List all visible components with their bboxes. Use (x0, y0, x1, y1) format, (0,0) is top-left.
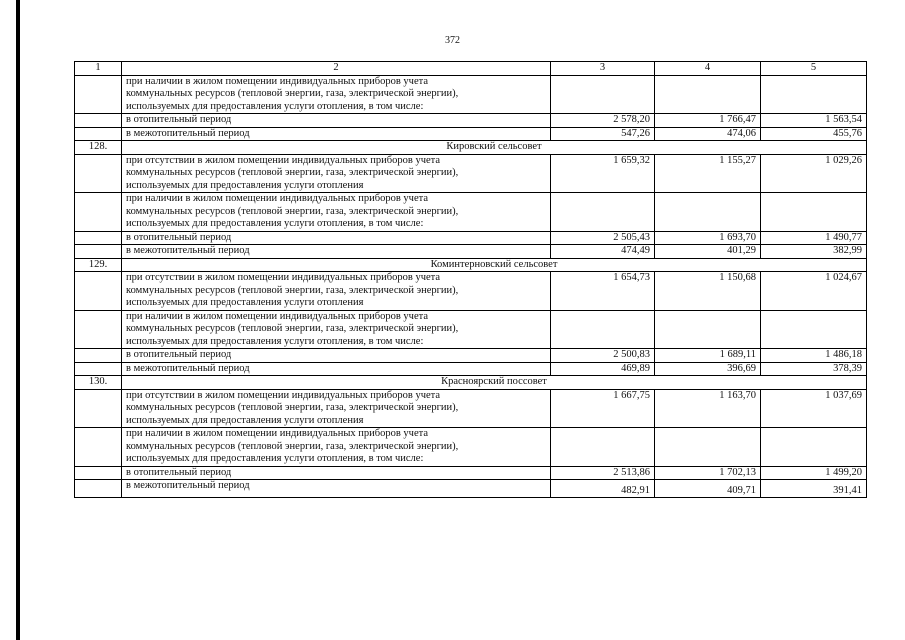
num-cell (75, 231, 122, 245)
value-cell: 1 689,11 (655, 349, 761, 363)
num-cell (75, 154, 122, 193)
value-cell: 1 150,68 (655, 272, 761, 311)
table-row (75, 362, 867, 376)
num-cell (75, 389, 122, 428)
section-name: Коминтерновский сельсовет (122, 258, 867, 272)
value-cell: 1 499,20 (761, 466, 867, 480)
table-row (75, 349, 867, 363)
num-cell (75, 480, 122, 498)
period-label: в отопительный период (122, 466, 551, 480)
section-name: Красноярский поссовет (122, 376, 867, 390)
value-cell: 547,26 (551, 127, 655, 141)
period-label: в отопительный период (122, 114, 551, 128)
description-line: используемых для предоставления услуги отопления, в том числе: (126, 100, 424, 112)
header-cell: 2 (122, 62, 551, 76)
value-cell: 1 702,13 (655, 466, 761, 480)
description-line: при наличии в жилом помещении индивидуальных приборов учета (126, 75, 428, 87)
value-cell: 1 029,26 (761, 154, 867, 193)
period-label: в межотопительный период (122, 480, 551, 498)
value-cell: 1 766,47 (655, 114, 761, 128)
section-name: Кировский сельсовет (122, 141, 867, 155)
description-line: при отсутствии в жилом помещении индивидуальных приборов учета (126, 272, 441, 283)
header-cell: 1 (75, 62, 122, 76)
section-number: 130. (75, 376, 122, 390)
value-cell (551, 310, 655, 349)
value-cell: 1 490,77 (761, 231, 867, 245)
table-row (75, 127, 867, 141)
value-cell: 474,06 (655, 127, 761, 141)
header-cell: 4 (655, 62, 761, 76)
description-line: коммунальных ресурсов (тепловой энергии, газа, электрической энергии), (126, 440, 459, 452)
table-row (75, 245, 867, 259)
table-row (75, 466, 867, 480)
num-cell (75, 272, 122, 311)
value-cell (655, 75, 761, 114)
value-cell: 1 654,73 (551, 272, 655, 311)
table-row (75, 428, 867, 467)
table-header-row (75, 62, 867, 76)
value-cell: 1 163,70 (655, 389, 761, 428)
value-cell (761, 310, 867, 349)
value-cell: 401,29 (655, 245, 761, 259)
period-label: в отопительный период (122, 231, 551, 245)
value-cell: 409,71 (655, 480, 761, 498)
table-row (75, 114, 867, 128)
description-line: коммунальных ресурсов (тепловой энергии, газа, электрической энергии), (126, 167, 459, 178)
description-line: используемых для предоставления услуги отопления, в том числе: (126, 335, 424, 347)
value-cell: 2 578,20 (551, 114, 655, 128)
description-line: коммунальных ресурсов (тепловой энергии, газа, электрической энергии), (126, 402, 459, 413)
description-line: коммунальных ресурсов (тепловой энергии, газа, электрической энергии), (126, 205, 459, 217)
value-cell: 474,49 (551, 245, 655, 259)
description-line: используемых для предоставления услуги отопления (126, 297, 364, 308)
num-cell (75, 362, 122, 376)
num-cell (75, 310, 122, 349)
num-cell (75, 466, 122, 480)
description-line: при наличии в жилом помещении индивидуальных приборов учета (126, 428, 428, 439)
value-cell (655, 428, 761, 467)
description-line: используемых для предоставления услуги отопления, в том числе: (126, 218, 424, 229)
table-row (75, 154, 867, 193)
description-cell (122, 310, 551, 349)
header-cell: 3 (551, 62, 655, 76)
description-line: при наличии в жилом помещении индивидуальных приборов учета (126, 310, 428, 322)
value-cell: 391,41 (761, 480, 867, 498)
section-number: 129. (75, 258, 122, 272)
num-cell (75, 193, 122, 232)
value-cell: 2 500,83 (551, 349, 655, 363)
value-cell: 382,99 (761, 245, 867, 259)
num-cell (75, 114, 122, 128)
description-cell (122, 154, 551, 193)
value-cell: 1 667,75 (551, 389, 655, 428)
value-cell: 378,39 (761, 362, 867, 376)
table-row (75, 231, 867, 245)
tariff-table (74, 61, 867, 498)
section-header-row (75, 376, 867, 390)
description-line: при наличии в жилом помещении индивидуальных приборов учета (126, 193, 428, 204)
value-cell: 469,89 (551, 362, 655, 376)
num-cell (75, 349, 122, 363)
num-cell (75, 428, 122, 467)
description-line: коммунальных ресурсов (тепловой энергии, газа, электрической энергии), (126, 323, 459, 334)
value-cell: 482,91 (551, 480, 655, 498)
table-row (75, 272, 867, 311)
header-cell: 5 (761, 62, 867, 76)
num-cell (75, 245, 122, 259)
period-label: в межотопительный период (122, 245, 551, 259)
table-row (75, 75, 867, 114)
value-cell: 1 155,27 (655, 154, 761, 193)
description-cell (122, 75, 551, 114)
value-cell: 1 037,69 (761, 389, 867, 428)
section-header-row (75, 258, 867, 272)
value-cell: 1 486,18 (761, 349, 867, 363)
value-cell: 2 513,86 (551, 466, 655, 480)
value-cell (551, 193, 655, 232)
description-line: коммунальных ресурсов (тепловой энергии, газа, электрической энергии), (126, 284, 459, 296)
description-line: при отсутствии в жилом помещении индивидуальных приборов учета (126, 154, 441, 166)
period-label: в межотопительный период (122, 362, 551, 376)
value-cell: 1 024,67 (761, 272, 867, 311)
page-number: 372 (445, 35, 460, 46)
value-cell (761, 75, 867, 114)
description-line: используемых для предоставления услуги отопления, в том числе: (126, 453, 424, 464)
table-row (75, 193, 867, 232)
value-cell: 1 693,70 (655, 231, 761, 245)
value-cell: 396,69 (655, 362, 761, 376)
value-cell (655, 310, 761, 349)
value-cell: 455,76 (761, 127, 867, 141)
description-cell (122, 389, 551, 428)
num-cell (75, 127, 122, 141)
description-line: используемых для предоставления услуги отопления (126, 179, 364, 191)
value-cell: 2 505,43 (551, 231, 655, 245)
num-cell (75, 75, 122, 114)
scan-border-bar (16, 0, 20, 640)
value-cell (655, 193, 761, 232)
description-line: используемых для предоставления услуги отопления (126, 414, 364, 426)
value-cell: 1 659,32 (551, 154, 655, 193)
table-row (75, 389, 867, 428)
value-cell (551, 75, 655, 114)
description-cell (122, 193, 551, 232)
table-row (75, 310, 867, 349)
value-cell (761, 193, 867, 232)
period-label: в межотопительный период (122, 127, 551, 141)
section-number: 128. (75, 141, 122, 155)
description-line: при отсутствии в жилом помещении индивидуальных приборов учета (126, 389, 441, 401)
description-cell (122, 272, 551, 311)
section-header-row (75, 141, 867, 155)
value-cell (551, 428, 655, 467)
table-row (75, 480, 867, 498)
description-cell (122, 428, 551, 467)
description-line: коммунальных ресурсов (тепловой энергии, газа, электрической энергии), (126, 88, 459, 99)
value-cell: 1 563,54 (761, 114, 867, 128)
value-cell (761, 428, 867, 467)
period-label: в отопительный период (122, 349, 551, 363)
